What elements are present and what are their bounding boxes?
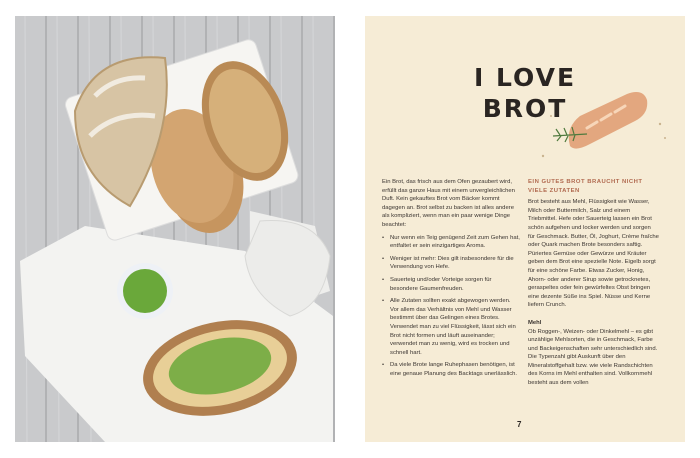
section-heading-line-1: EIN GUTES BROT BRAUCHT NICHT — [528, 179, 643, 185]
list-item: • Nur wenn ein Teig genügend Zeit zum Gehen hat, entfaltet er sein einzigartiges Aroma. — [382, 234, 520, 251]
title-line-2: BROT — [482, 94, 568, 123]
title-line-1: I LOVE — [473, 63, 577, 92]
section-heading — [528, 178, 659, 195]
tips-list — [382, 234, 520, 379]
left-column — [382, 178, 520, 382]
list-item: • Da viele Brote lange Ruhephasen benötigen, ist eine genaue Planung des Backtags unerlässlich. — [382, 361, 520, 378]
intro-paragraph: Ein Brot, das frisch aus dem Ofen gezaubert wird, erfüllt das ganze Haus mit einem unvergleichlichen Duft. Kein gekauftes Brot vom Bäcker kommt dagegen an. Brot selbst zu backen ist alles andere als kompliziert, wenn man ein paar wenige Dinge beachtet: — [382, 179, 515, 228]
text-page — [365, 16, 685, 442]
list-item: • Sauerteig und/oder Vorteige sorgen für besondere Gaumenfreuden. — [382, 276, 520, 293]
ingredients-paragraph: Brot besteht aus Mehl, Flüssigkeit wie Wasser, Milch oder Buttermilch, Salz und einem Triebmittel. Hefe oder Sauerteig lassen ein Brot schön aufgehen und locker werden und sorgen für Geschmack. Butter, Öl, Joghurt, Crème fraîche oder Quark machen Brote besonders saftig. Püriertes Gemüse oder Gewürze und Kräuter geben dem Brot eine spezielle Note. Eigelb sorgt für eine schöne Farbe. Etwas Zucker, Honig, Ahorn- oder anderer Sirup sowie getrocknetes, geraspeltes oder fein gewürfeltes Obst bringen eine dezente Süße ins Spiel. Nüsse und Kerne liefern Crunch. — [528, 199, 659, 309]
right-column — [528, 178, 659, 388]
section-heading-line-2: VIELE ZUTATEN — [528, 187, 580, 194]
list-item: • Alle Zutaten sollten exakt abgewogen werden. Vor allem das Verhältnis von Mehl und Wasser bestimmt über das Gelingen eines Brotes. Verwendet man zu viel Flüssigkeit, lässt sich ein Brot nicht formen und läuft auseinander; verwendet man zu wenig, wird es trocken und schnell hart. — [382, 297, 520, 357]
list-item: • Weniger ist mehr: Dies gilt insbesondere für die Verwendung von Hefe. — [382, 255, 520, 272]
bread-photo — [15, 16, 335, 442]
bread-photo-illustration — [15, 16, 335, 442]
page-number: 7 — [517, 420, 522, 429]
mehl-heading: Mehl — [528, 319, 542, 326]
page-title — [365, 62, 685, 124]
mehl-paragraph: Ob Roggen-, Weizen- oder Dinkelmehl – es gibt unzählige Mehlsorten, die in Geschmack, Farbe und Backeigenschaften sehr unterschiedlich sind. Die Typenzahl gibt Auskunft über den Mineralstoffgehalt bzw. wie viele Randschichten des Korns im Mehl enthalten sind. Vollkornmehl besteht aus dem vollen — [528, 328, 658, 387]
